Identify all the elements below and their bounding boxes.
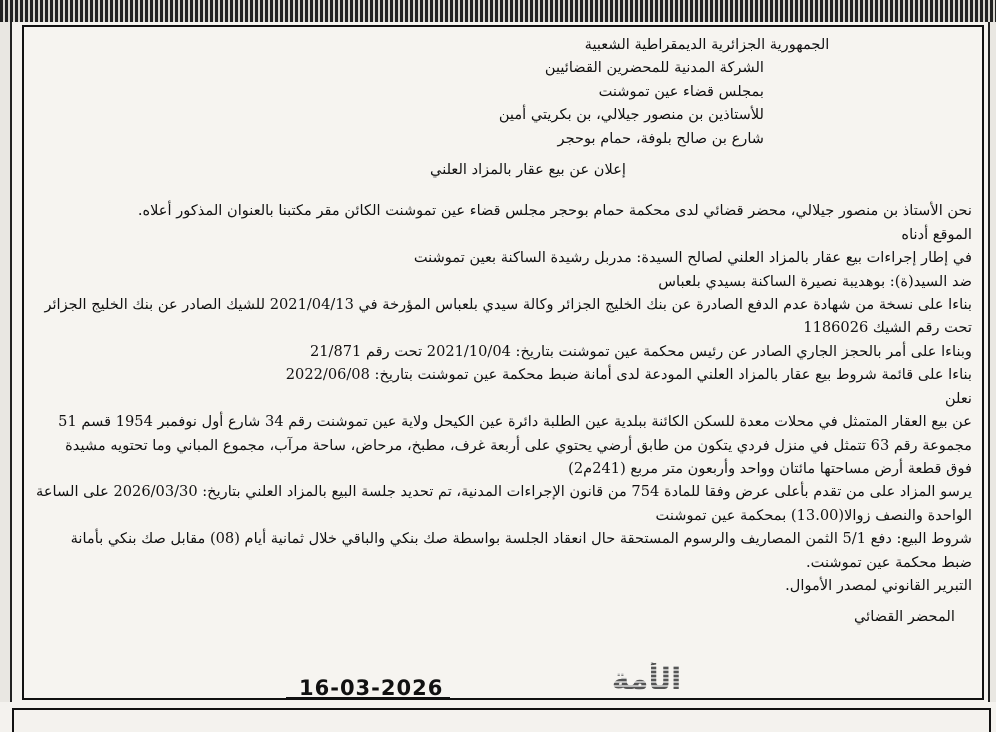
body-paragraph-7: بناءا على قائمة شروط بيع عقار بالمزاد العلني المودعة لدى أمانة ضبط محكمة عين تموشنت بتاريخ: 2022/06/08: [285, 366, 972, 384]
company-line-1: الشركة المدنية للمحضرين القضائيين: [544, 59, 764, 77]
body-paragraph-8: نعلن: [944, 389, 972, 407]
body-paragraph-9: عن بيع العقار المتمثل في محلات معدة للسكن الكائنة ببلدية عين الطلبة دائرة عين الكيحل ولاية عين تموشنت رقم 34 شارع أول نوفمبر 1954 قسم 51 مجموعة رقم 63 تتمثل في منزل فردي يتكون من طابق أرضي يحتوي على أربعة غرف، مطبخ، مرحاض، ساحة مرآب، مجموع المباني وما تحتويه مشيدة فوق قطعة أرض مساحتها مائتان وواحد وأربعون متر مربع (241م2): [58, 413, 972, 477]
body-paragraph-6: وبناءا على أمر بالحجز الجاري الصادر عن رئيس محكمة عين تموشنت بتاريخ: 2021/10/04 تحت رقم 21/871: [309, 342, 972, 360]
body-paragraph-4: ضد السيد(ة): بوهديبة نصيرة الساكنة بسيدي بلعباس: [658, 272, 972, 290]
company-line-3: للأستاذين بن منصور جيلالي، بن بكريتي أمين: [498, 106, 764, 124]
notice-frame: [22, 25, 984, 700]
company-line-4: شارع بن صالح بلوفة، حمام بوحجر: [557, 129, 764, 147]
republic-heading: الجمهورية الجزائرية الديمقراطية الشعبية: [584, 36, 830, 53]
publication-date: 16-03-2026: [299, 676, 444, 700]
left-column-edge: [0, 22, 12, 702]
body-paragraph-12: التبرير القانوني لمصدر الأموال.: [785, 576, 972, 594]
body-paragraph-11: شروط البيع: دفع 5/1 الثمن المصاريف والرسوم المستحقة حال انعقاد الجلسة بواسطة صك بنكي والباقي خلال ثمانية أيام (08) مقابل صك بنكي بأمانة ضبط محكمة عين تموشنت.: [70, 530, 972, 571]
notice-document: [24, 27, 982, 698]
body-paragraph-1: نحن الأستاذ بن منصور جيلالي، محضر قضائي لدى محكمة حمام بوحجر مجلس قضاء عين تموشنت الكائن مقر مكتبنا بالعنوان المذكور أعلاه.: [137, 202, 972, 220]
newspaper-logo: [584, 662, 709, 696]
body-paragraph-3: في إطار إجراءات بيع عقار بالمزاد العلني لصالح السيدة: مدربل رشيدة الساكنة بعين تموشنت: [413, 249, 972, 267]
footer-row: [24, 656, 982, 698]
page-top-border: [0, 0, 996, 22]
body-paragraph-2: الموقع أدناه: [901, 225, 972, 243]
next-notice-border: [12, 708, 991, 732]
body-paragraph-10: يرسو المزاد على من تقدم بأعلى عرض وفقا للمادة 754 من قانون الإجراءات المدنية، تم تحديد جلسة البيع بالمزاد العلني بتاريخ: 2026/03/30 على الساعة الواحدة والنصف زوالا(13.00) بمحكمة عين تموشنت: [36, 483, 972, 524]
body-paragraph-5: بناءا على نسخة من شهادة عدم الدفع الصادرة عن بنك الخليج الجزائر وكالة سيدي بلعباس المؤرخة في 2021/04/13 للشيك الصادر عن بنك الخليج الجزائر تحت رقم الشيك 1186026: [44, 296, 972, 337]
company-line-2: بمجلس قضاء عين تموشنت: [598, 82, 764, 100]
right-column-edge: [988, 22, 996, 702]
signature-label: المحضر القضائي: [854, 608, 955, 626]
newspaper-logo-text: الأمة: [611, 661, 682, 697]
notice-title: إعلان عن بيع عقار بالمزاد العلني: [430, 161, 626, 179]
